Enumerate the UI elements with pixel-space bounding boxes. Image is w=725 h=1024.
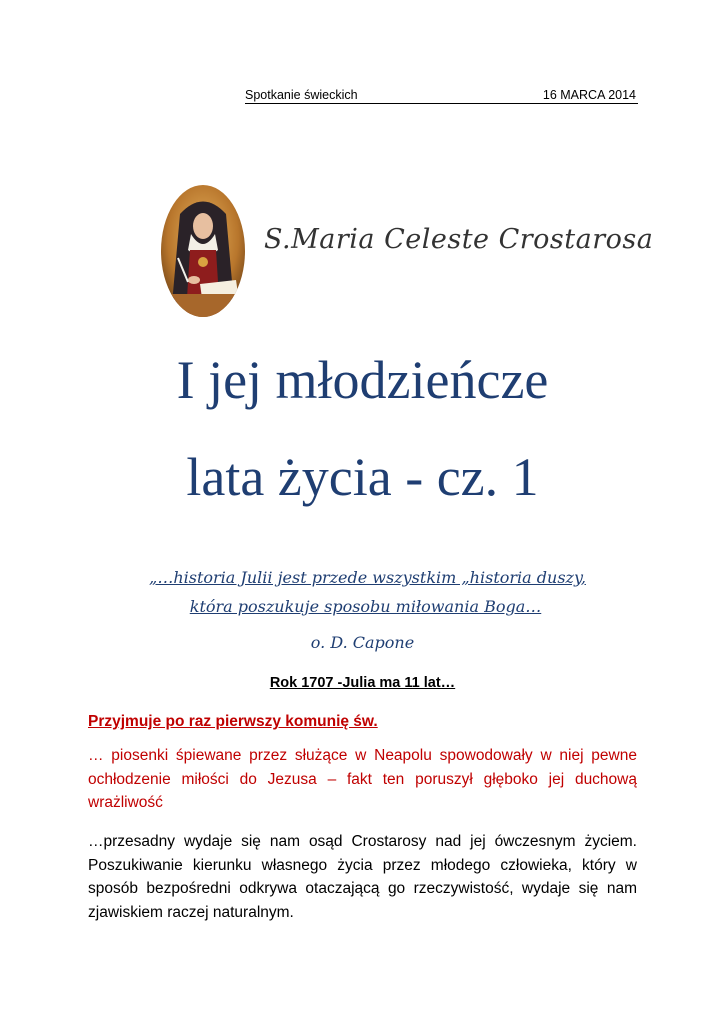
signature: S.Maria Celeste Crostarosa (264, 224, 654, 255)
paragraph-1: … piosenki śpiewane przez służące w Neapolu spowodowały w niej pewne ochłodzenie miłości do Jezusa – fakt ten poruszył głęboko jej duchową wrażliwość (88, 747, 637, 811)
section-heading: Rok 1707 -Julia ma 11 lat… (269, 675, 456, 691)
page-title-line2: lata życia - cz. 1 (186, 447, 539, 507)
page-header (245, 88, 638, 104)
paragraph-2: …przesadny wydaje się nam osąd Crostarosy nad jej ówczesnym życiem. Poszukiwanie kierunku własnego życia przez młodego człowieka, który w sposób bezpośredni odkrywa otaczającą go rzeczywistość, wydaje się nam zjawiskiem raczej naturalnym. (88, 833, 637, 921)
header-date: 16 MARCA 2014 (542, 88, 636, 102)
quote-line1: „…historia Julii jest przede wszystkim „historia duszy, (149, 568, 586, 587)
quote-line2: która poszukuje sposobu miłowania Boga… (189, 597, 542, 616)
saint-portrait (160, 184, 246, 318)
page-title-line1: I jej młodzieńcze (176, 350, 549, 410)
subheading: Przyjmuje po raz pierwszy komunię św. (88, 713, 378, 730)
header-left-text: Spotkanie świeckich (245, 88, 358, 102)
quote-author: o. D. Capone (310, 633, 415, 652)
